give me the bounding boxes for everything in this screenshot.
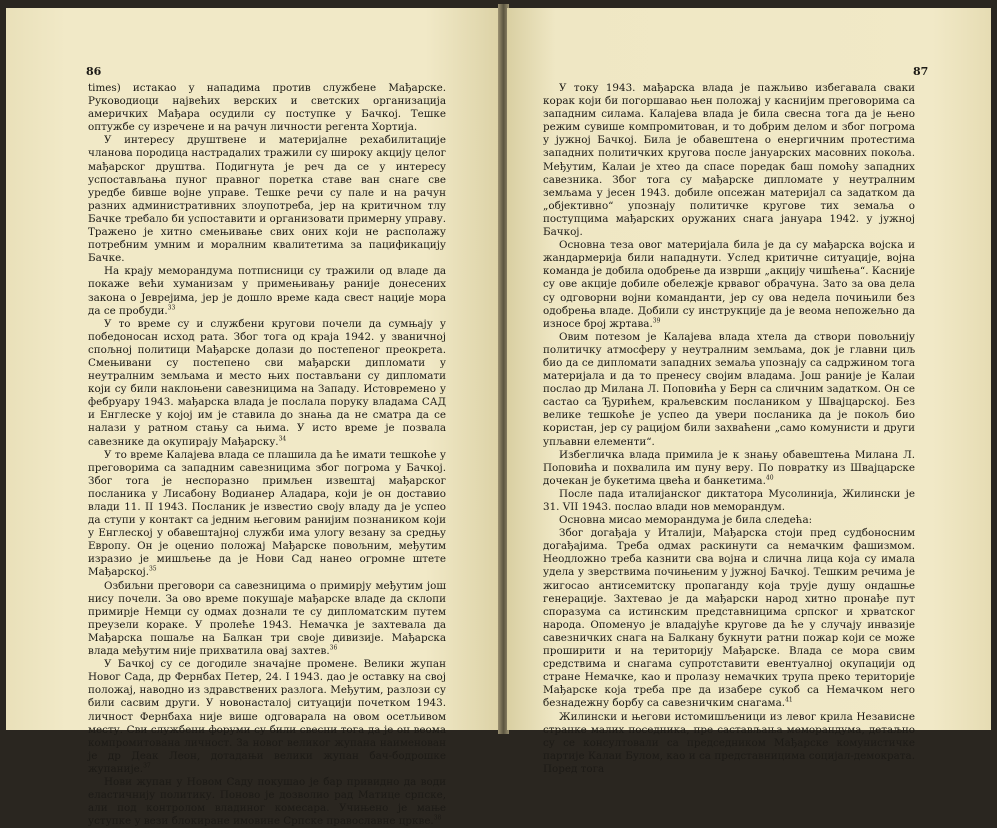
paragraph: Због догађаја у Италији, Мађарска стоји пред судбоносним догађајима. Треба одмах раскинути са немачким фашизмом. Неодложно треба казнити сва војна и слична лица која су имала удела у зверствима почињеним у јужној Бачкој. Тешким речима је жигосао антисемитску пропаганду која трује душу ондашње генерације. Захтевао је да мађарски народ хитно пронађе пут споразума са истинским представницима српског и хрватског народа. Опоменуо је владајуће кругове да ће у случају инвазије савезничких снага на Балкану букнути ратни пожар који се може проширити и на територију Мађарске. Влада се мора свим средствима и снагама супротставити евентуалној окупацији од стране Немачке, као и пролазу немачких трупа преко територије Мађарске која треба пре да изабере сукоб са Немачком него безнадежну борбу са савезничким снагама.$^{41}$: [543, 527, 915, 710]
paragraph: times) истакао у нападима против службене Мађарске. Руководиоци највећих верских и светских организација америчких Мађара осудили су поступке у Бачкој. Тешке оптужбе су изречене и на рачун личности регента Хортија.: [88, 82, 446, 134]
paragraph: Озбиљни преговори са савезницима о примирју међутим још нису почели. За ово време покушаје мађарске владе да склопи примирје Немци су одмах дознали те су дипломатским путем преузели кораке. У пролеће 1943. Немачка је захтевала да Мађарска пошаље на Балкан три своје дивизије. Мађарска влада међутим није прихватила овај захтев.$^{36}$: [88, 579, 446, 658]
paragraph: Основна мисао меморандума је била следећа:: [559, 514, 813, 527]
footnote-ref: 35: [148, 566, 157, 574]
paragraph: У току 1943. мађарска влада је пажљиво избегавала сваки корак који би погоршавао њен положај у каснијим преговорима са западним силама. Калајева влада је била свесна тога да је њено режим сувише компромитован, и то добрим делом и због погрома у јужној Бачкој. Била је обавештена о енергичним протестима западних политичких кругова после јануарских масовних покоља. Међутим, Калаи је хтео да спасе поредак баш помоћу западних савезника. Због тога су мађарске дипломате у неутралним земљама у јесен 1943. добиле опсежан материјал са задатком да „објективно“ упознају политичке кругове тих земаља о поступцима мађарских оружаних снага јануара 1942. у јужној Бачкој.: [543, 82, 915, 239]
paragraph: Овим потезом је Калајева влада хтела да створи повољнију политичку атмосферу у неутралним земљама, док је главни циљ био да се дипломати западних земаља упознају са садржином тога материјала и да то пренесу својим владама. Још раније је Калаи послао др Милана Л. Поповића у Берн са сличним задатком. Он се састао са Ђурићем, краљевским послаником у Швајцарској. Без велике тешкоће је успео да увери посланика да је покољ био користан, јер су рацијом били захваћени „само комунисти и други упљавни елементи“.: [543, 330, 915, 448]
right-page-number: 87: [913, 65, 929, 78]
paragraph: У то време Калајева влада се плашила да ће имати тешкоће у преговорима са западним савезницима због погрома у Бачкој. Због тога је неспоразно примљен извештај мађарског посланика у Лисабону Водианер Аладара, који је он доставио влади 11. II 1943. Посланик је известио своју владу да је успео да ступи у контакт са једним његовим ранијим познаником који у Енглеској у обавештајној служби има улогу везану за средњу Европу. Он је оценио положај Мађарске повољним, међутим изразио је мишљење да је Нови Сад нанео огромне штете Мађарској.$^{35}$: [88, 448, 446, 579]
paragraph: Основна теза овог материјала била је да су мађарска војска и жандармерија били нападнути. Услед критичне ситуације, војна команда је добила одобрење да изврши „акцију чишћења“. Касније су ове акције добиле обележје крвавог обрачуна. Зато за ова дела су одговорни војни команданти, јер су ова недела почињили без одобрења владе. Добили су инструкције да је веома непожељно да износе број жртава.$^{39}$: [543, 239, 915, 330]
paragraph: Жилински и његови истомишљеници из левог крила Независне странке малих поседника, пре састављања меморандума, детаљно су се консултовали са председником Мађарске комунистичке партије Калаи Булом, као и са представницима социјал-демократа. Поред тога: [543, 710, 915, 775]
footnote-ref: 39: [652, 317, 661, 325]
right-page: [507, 8, 991, 775]
footnote-ref: 40: [765, 474, 774, 482]
left-page: [6, 8, 500, 828]
left-page-text: [88, 82, 446, 828]
paragraph: У интересу друштвене и материјалне рехабилитације чланова породица настрадалих тражили су широку акцију целог мађарског друштва. Подигнута је реч да се у интересу успостављања пуног правног поретка ставе ван снаге све уредбе бивше војне управе. Тешке речи су пале и на рачун разних административних злоупотреба, јер на критичном тлу Бачке требало би успоставити и организовати примерну управу. Тражено је хитно смењивање свих оних који не располажу потребним умним и моралним квалитетима за пацификацију Бачке.: [88, 134, 446, 265]
paragraph: Избегличка влада примила је к знању обавештења Милана Л. Поповића и похвалила им пуну веру. По повратку из Швајцарске дочекан је букетима цвећа и банкетима.$^{40}$: [543, 448, 915, 487]
footnote-ref: 37: [143, 762, 151, 770]
paragraph: У то време су и службени кругови почели да сумњају у победоносан исход рата. Због тога од краја 1942. у званичној спољној политици Мађарске долази до постепеног преокрета. Смењивани су постепено сви мађарски дипломати у неутралним земљама и место њих постављани су дипломати који су били наклоњени савезницима на Западу. Истовремено у фебруару 1943. мађарска влада је послала поруку владама САД и Енглеске у којој им је ставила до знања да не сматра да се налази у ратном стању са њима. У исто време је позвала савезнике да окупирају Мађарску.$^{34}$: [88, 317, 446, 448]
footnote-ref: 34: [278, 435, 287, 443]
paragraph: На крају меморандума потписници су тражили од владе да покаже већи хуманизам у примењивању раније донесених закона о Јеврејима, јер је дошло време када свест нације мора да се пробуди.$^{33}$: [88, 265, 446, 317]
paragraph: Нови жупан у Новом Саду покушао је бар привидно да води еластичнију политику. Поново је дозволио рад Матице српске, али под контролом владиног комесара. Учињено је мање уступке у вези блокиране имовине Српске православне цркве.$^{38}$: [88, 775, 446, 828]
left-page-number: 86: [86, 65, 102, 78]
right-page-text: [543, 82, 915, 776]
footnote-ref: 33: [167, 304, 176, 312]
footnote-ref: 41: [785, 696, 793, 704]
paragraph: После пада италијанског диктатора Мусолинија, Жилински је 31. VII 1943. послао влади нов меморандум.: [543, 487, 915, 513]
footnote-ref: 36: [329, 644, 338, 652]
footnote-ref: 38: [433, 814, 442, 822]
paragraph: У Бачкој су се догодиле значајне промене. Велики жупан Новог Сада, др Фернбах Петер, 24. I 1943. дао је оставку на свој положај, наводно из здравствених разлога. Међутим, разлози су били сасвим други. У новонасталој ситуацији почетком 1943. личност Фернбаха није више одговарала на овом осетљивом месту. Сви службени форуми су били свесни тога да је он веома компромитована личност. За новог великог жупана наименован је др Деак Леон, дотадањи велики жупан бач-бодрошке жупаније.$^{37}$: [88, 658, 446, 775]
